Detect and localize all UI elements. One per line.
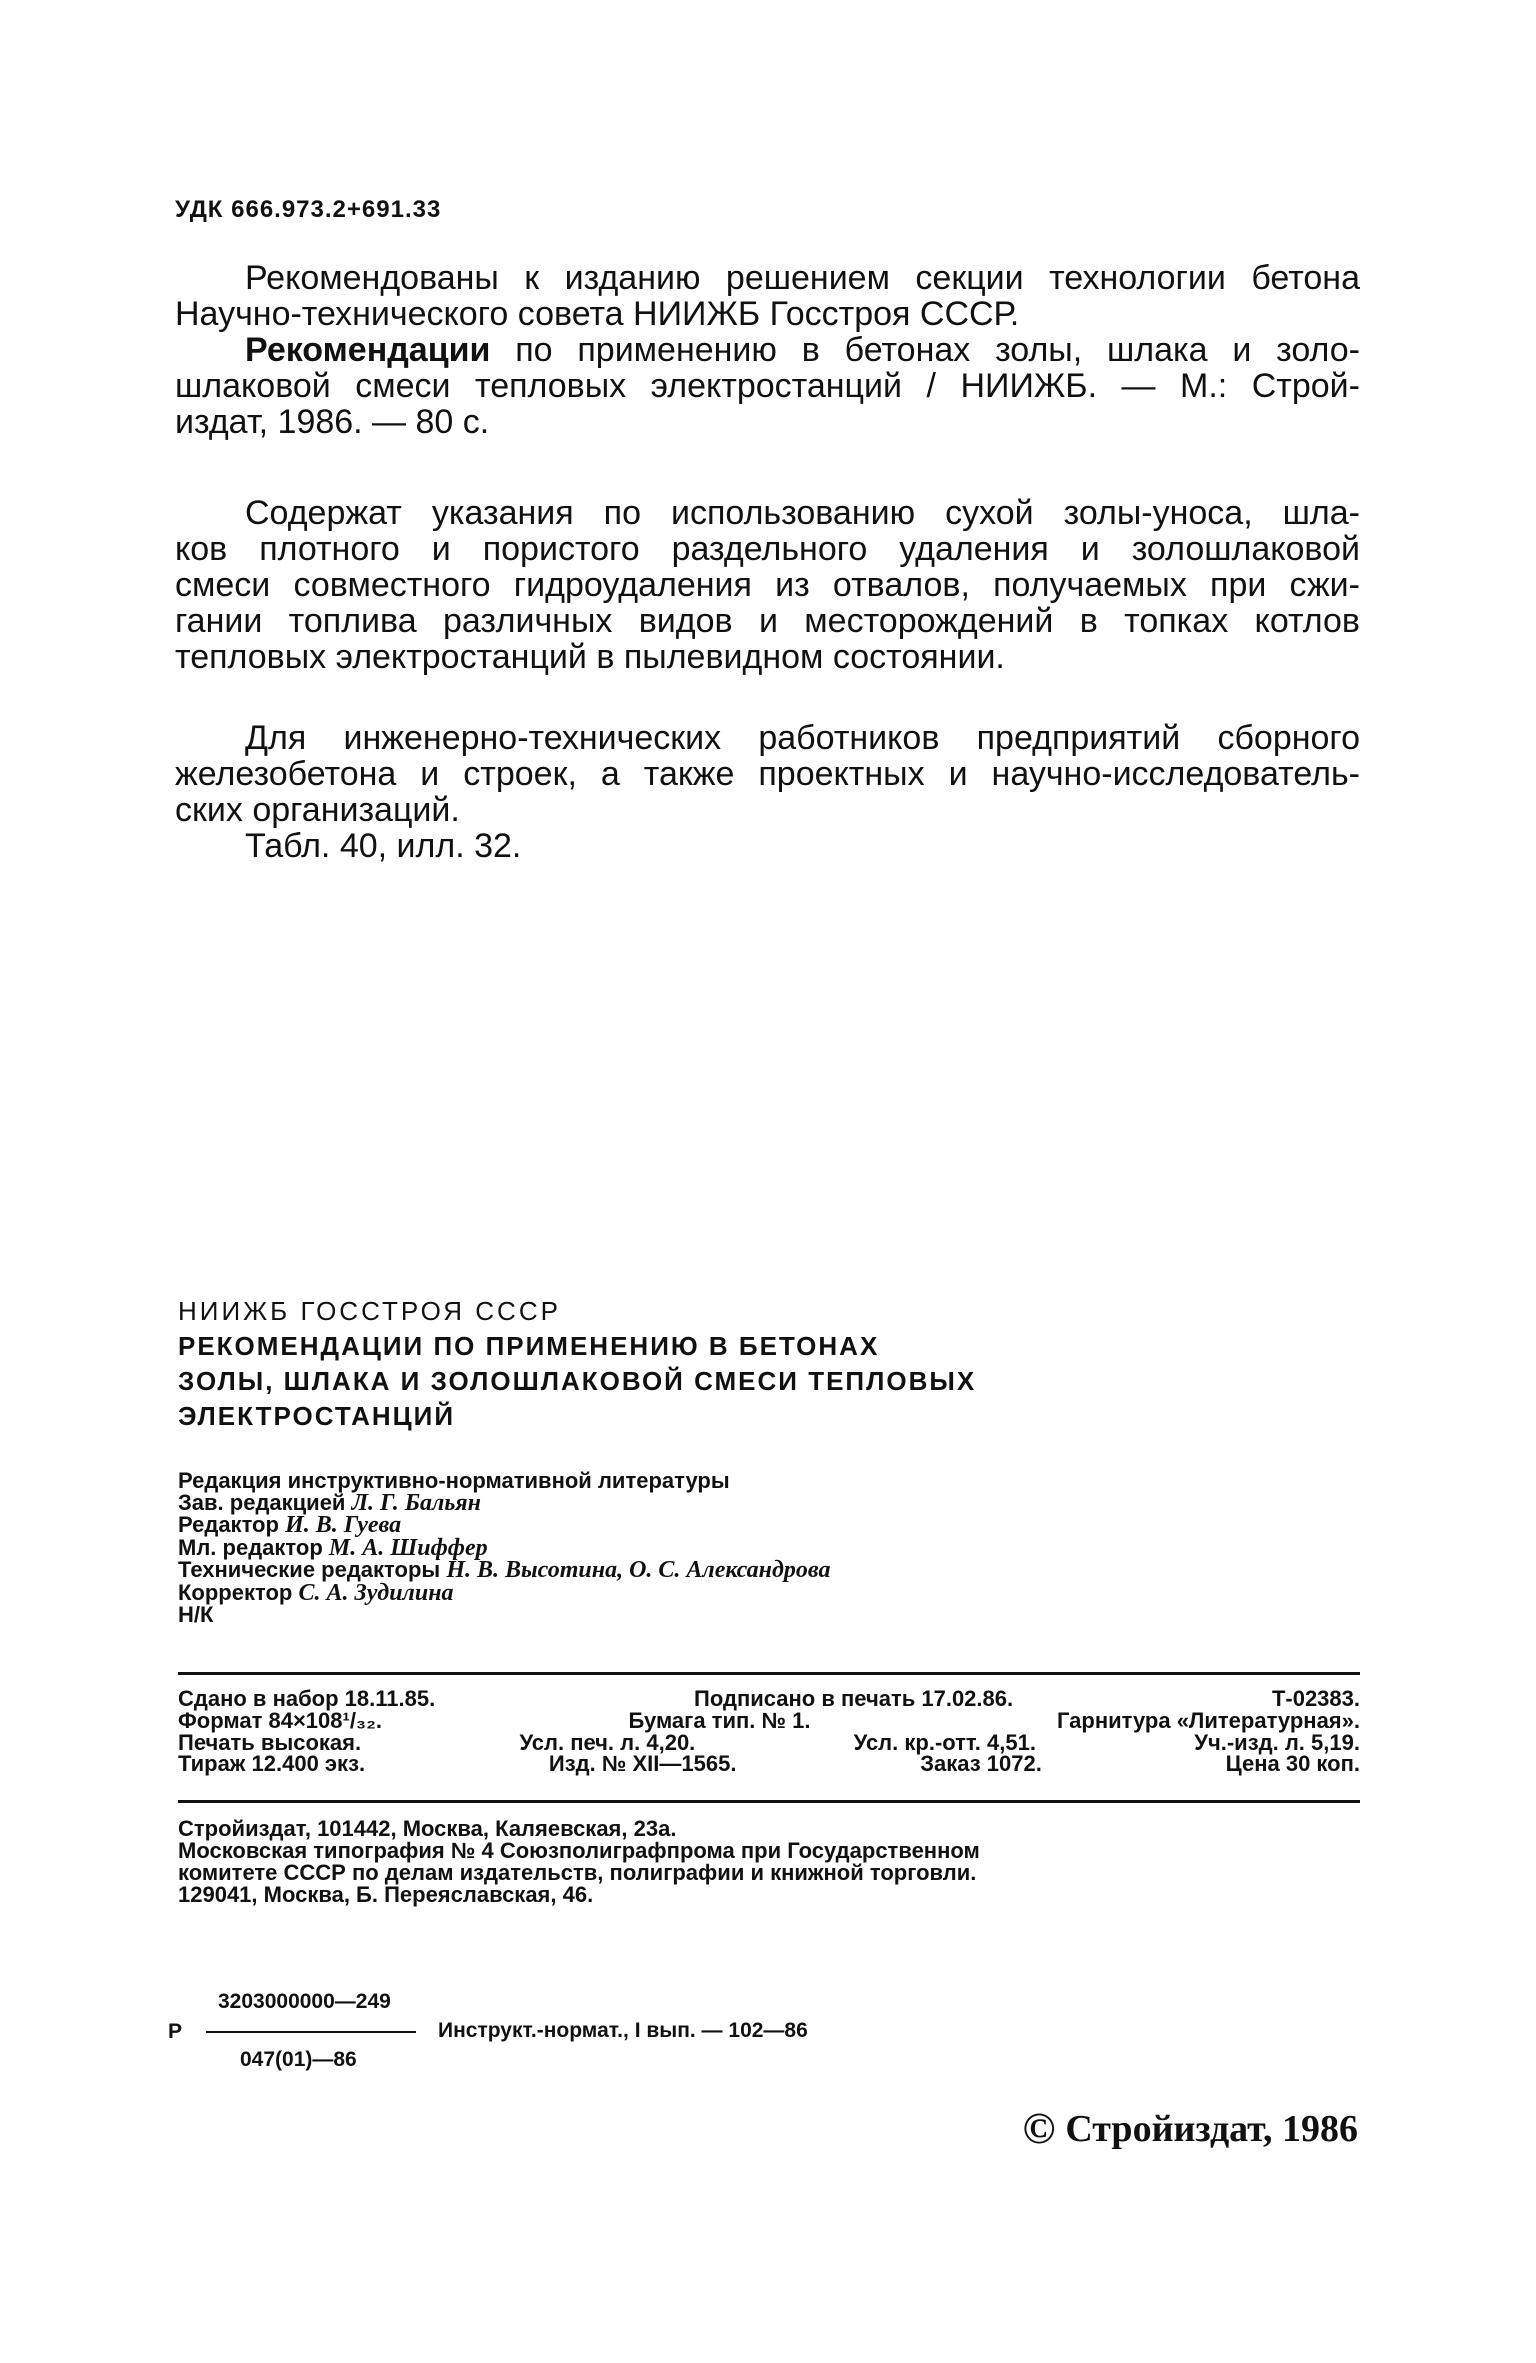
- address-line: Московская типография № 4 Союзполиграфпрома при Государственном: [178, 1838, 980, 1863]
- text-line: Для инженерно-технических работников предприятий сборного: [245, 719, 1360, 757]
- copyright-icon: ©: [1022, 2104, 1056, 2153]
- address-line: 129041, Москва, Б. Переяславская, 46.: [178, 1882, 594, 1907]
- title-line: ЭЛЕКТРОСТАНЦИЙ: [178, 1401, 456, 1431]
- recommendation-note: [175, 260, 1360, 332]
- text-line: тепловых электростанций в пылевидном состоянии.: [175, 638, 1005, 676]
- staff-line: Корректор С. А. Зудилина: [178, 1579, 454, 1606]
- address-line: Стройиздат, 101442, Москва, Каляевская, 23а.: [178, 1816, 677, 1841]
- divider: [178, 1800, 1360, 1803]
- audience-note: [175, 720, 1360, 864]
- address-line: комитете СССР по делам издательств, полиграфии и книжной торговли.: [178, 1860, 977, 1885]
- organization: НИИЖБ ГОССТРОЯ СССР: [178, 1296, 561, 1326]
- publisher-address: [178, 1818, 980, 1906]
- bib-lead: Рекомендации: [245, 331, 491, 369]
- fraction-bar: [206, 2031, 416, 2033]
- tables-count: Табл. 40, илл. 32.: [245, 827, 522, 865]
- print-row: Печать высокая. Усл. печ. л. 4,20. Усл. кр.-отт. 4,51. Уч.-изд. л. 5,19.: [178, 1729, 1360, 1755]
- staff-line: Зав. редакцией Л. Г. Бальян: [178, 1489, 481, 1516]
- print-row: Тираж 12.400 экз. Изд. № XII—1565. Заказ 1072. Цена 30 коп.: [178, 1751, 1360, 1777]
- print-row: Формат 84×108¹/₃₂. Бумага тип. № 1. Гарнитура «Литературная».: [178, 1707, 1360, 1733]
- text-line: шлаковой смеси тепловых электростанций / НИИЖБ. — М.: Строй-: [175, 367, 1360, 405]
- text-line: ских организаций.: [175, 791, 460, 829]
- divider: [178, 1672, 1360, 1675]
- bibliographic-record: [175, 332, 1360, 440]
- index-numerator: 3203000000—249: [218, 1990, 391, 2013]
- book-title-block: [178, 1294, 976, 1434]
- text-line: Рекомендованы к изданию решением секции технологии бетона: [245, 259, 1360, 297]
- text-line: гании топлива различных видов и месторождений в топках котлов: [175, 602, 1360, 640]
- print-row: Сдано в набор 18.11.85. Подписано в печать 17.02.86. Т-02383.: [178, 1686, 1360, 1711]
- index-note: Инструкт.-нормат., I вып. — 102—86: [438, 2019, 808, 2042]
- copyright: [1022, 2103, 1358, 2154]
- text-line: ков плотного и пористого раздельного удаления и золошлаковой: [175, 530, 1360, 568]
- text-line: железобетона и строек, а также проектных и научно-исследователь-: [175, 755, 1360, 793]
- code: Н/К: [178, 1602, 214, 1627]
- title-line: РЕКОМЕНДАЦИИ ПО ПРИМЕНЕНИЮ В БЕТОНАХ: [178, 1331, 880, 1361]
- catalog-index: [168, 1990, 968, 2080]
- title-line: ЗОЛЫ, ШЛАКА И ЗОЛОШЛАКОВОЙ СМЕСИ ТЕПЛОВЫХ: [178, 1366, 977, 1396]
- edition-name: Редакция инструктивно-нормативной литературы: [178, 1468, 730, 1493]
- udk-code: УДК 666.973.2+691.33: [175, 196, 442, 223]
- text-line: смеси совместного гидроудаления из отвалов, получаемых при сжи-: [175, 566, 1360, 604]
- staff-line: Мл. редактор М. А. Шиффер: [178, 1534, 488, 1561]
- text-line: издат, 1986. — 80 с.: [175, 403, 490, 441]
- abstract: [175, 495, 1360, 675]
- index-denominator: 047(01)—86: [240, 2048, 357, 2071]
- staff-line: Редактор И. В. Гуева: [178, 1512, 402, 1538]
- text-line: Содержат указания по использованию сухой золы-уноса, шла-: [245, 494, 1360, 532]
- editorial-staff: [178, 1470, 830, 1626]
- staff-line: Технические редакторы Н. В. Высотина, О. С. Александрова: [178, 1557, 831, 1583]
- copyright-text: Стройиздат, 1986: [1065, 2107, 1358, 2150]
- text-line: Научно-технического совета НИИЖБ Госстроя СССР.: [175, 295, 1020, 333]
- index-letter: Р: [168, 2020, 183, 2043]
- print-details: [178, 1688, 1360, 1775]
- text-line: Рекомендации по применению в бетонах золы, шлака и золо-: [245, 331, 1360, 369]
